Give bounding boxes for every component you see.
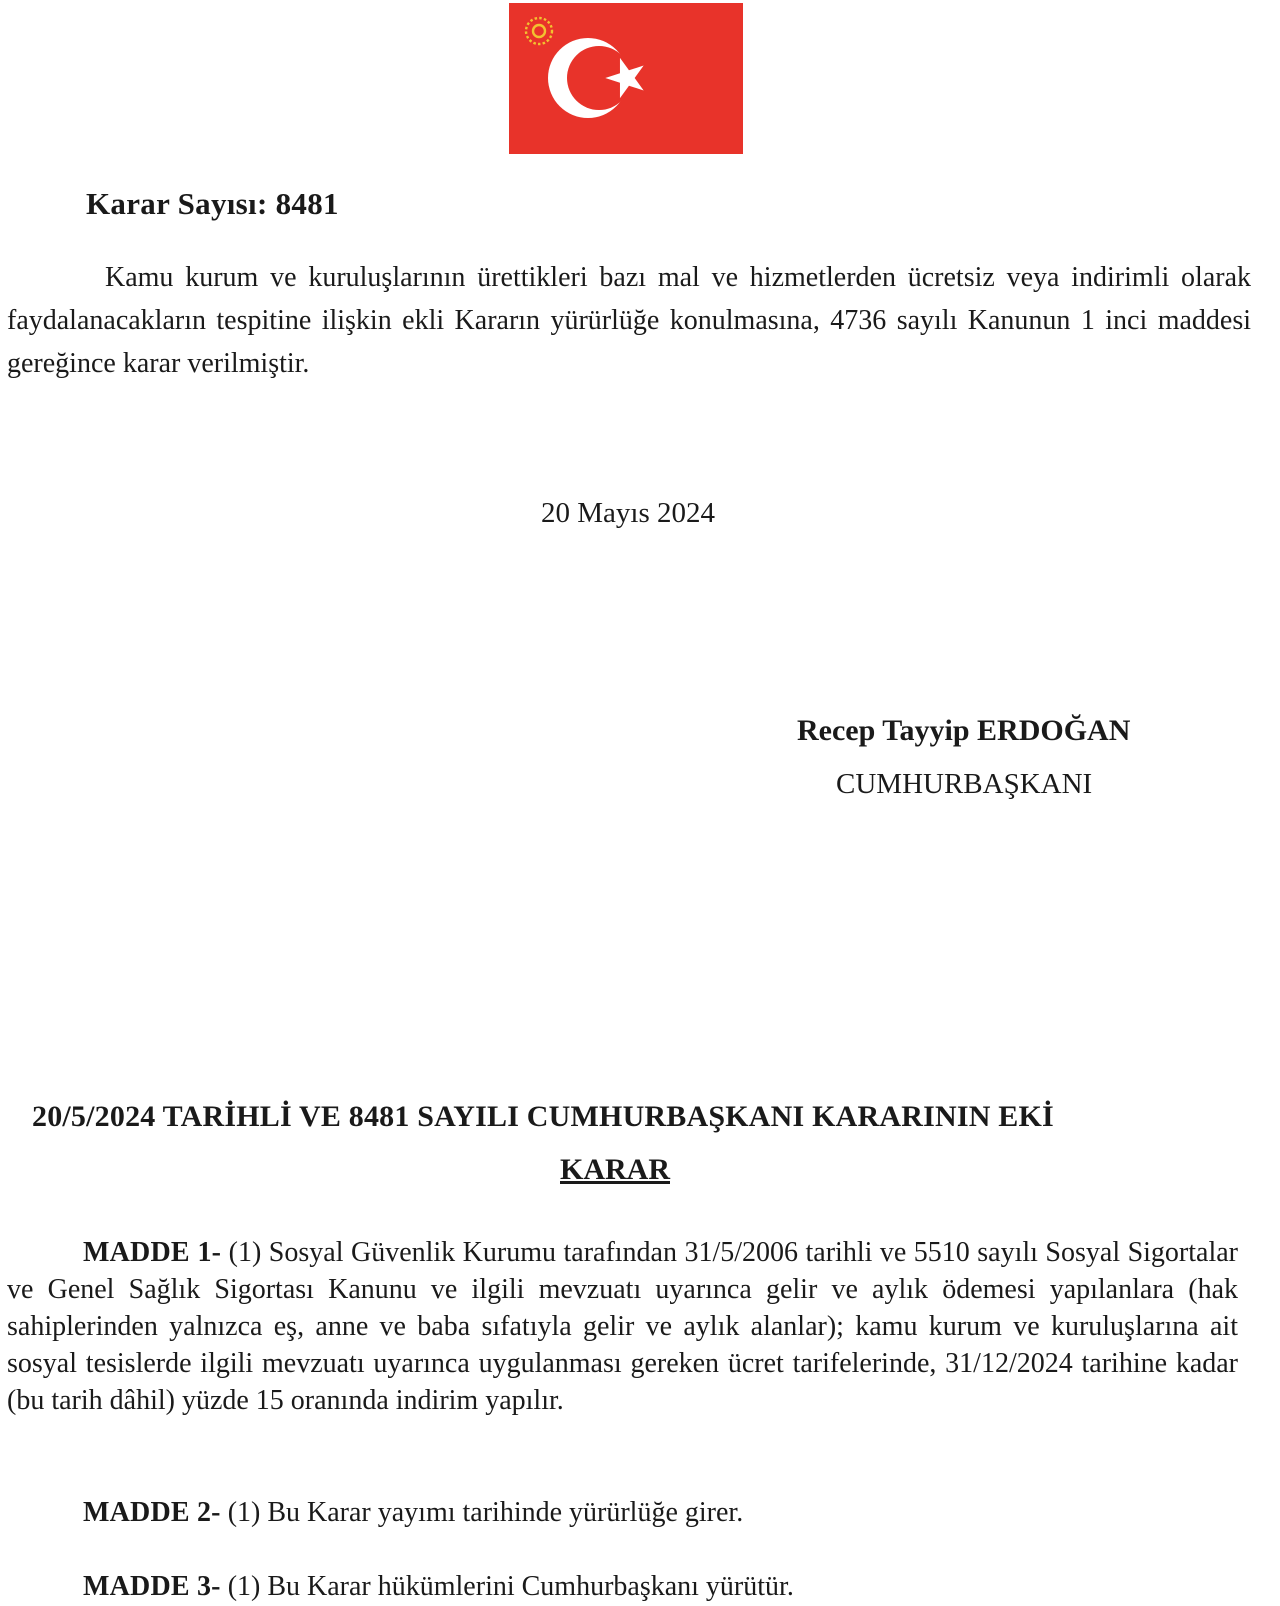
annex-title: 20/5/2024 TARİHLİ VE 8481 SAYILI CUMHURBAŞKANI KARARININ EKİ — [32, 1100, 1054, 1133]
article-3-text: (1) Bu Karar hükümlerini Cumhurbaşkanı yürütür. — [220, 1571, 794, 1602]
article-1 — [7, 1234, 1238, 1419]
flag-icon — [509, 3, 743, 154]
signatory-name: Recep Tayyip ERDOĞAN — [797, 714, 1131, 747]
article-2-text: (1) Bu Karar yayımı tarihinde yürürlüğe girer. — [220, 1497, 744, 1528]
article-2 — [7, 1494, 1238, 1531]
article-2-label: MADDE 2- — [83, 1497, 221, 1528]
decision-number: Karar Sayısı: 8481 — [86, 186, 339, 221]
turkish-flag-image — [509, 3, 743, 154]
annex-subtitle: KARAR — [560, 1153, 670, 1186]
article-3-label: MADDE 3- — [83, 1571, 221, 1602]
intro-paragraph: Kamu kurum ve kuruluşlarının ürettikleri bazı mal ve hizmetlerden ücretsiz veya indirimli olarak faydalanacakların tespitine ilişkin ekli Kararın yürürlüğe konulmasına, 4736 sayılı Kanunun 1 inci maddesi gereğince karar verilmiştir. — [7, 262, 1251, 379]
article-3 — [7, 1568, 1238, 1605]
article-1-text: (1) Sosyal Güvenlik Kurumu tarafından 31/5/2006 tarihli ve 5510 sayılı Sosyal Sigortalar ve Genel Sağlık Sigortası Kanunu ve ilgili mevzuatı uyarınca gelir ve aylık ödemesi yapılanlara (hak sahiplerinden yalnızca eş, anne ve baba sıfatıyla gelir ve aylık alanlar); kamu kurum ve kuruluşlarına ait sosyal tesislerde ilgili mevzuatı uyarınca uygulanması gereken ücret tarifelerinde, 31/12/2024 tarihine kadar (bu tarih dâhil) yüzde 15 oranında indirim yapılır. — [7, 1237, 1238, 1416]
decision-date: 20 Mayıs 2024 — [541, 497, 715, 529]
article-1-label: MADDE 1- — [83, 1237, 222, 1268]
signatory-title: CUMHURBAŞKANI — [836, 768, 1093, 800]
